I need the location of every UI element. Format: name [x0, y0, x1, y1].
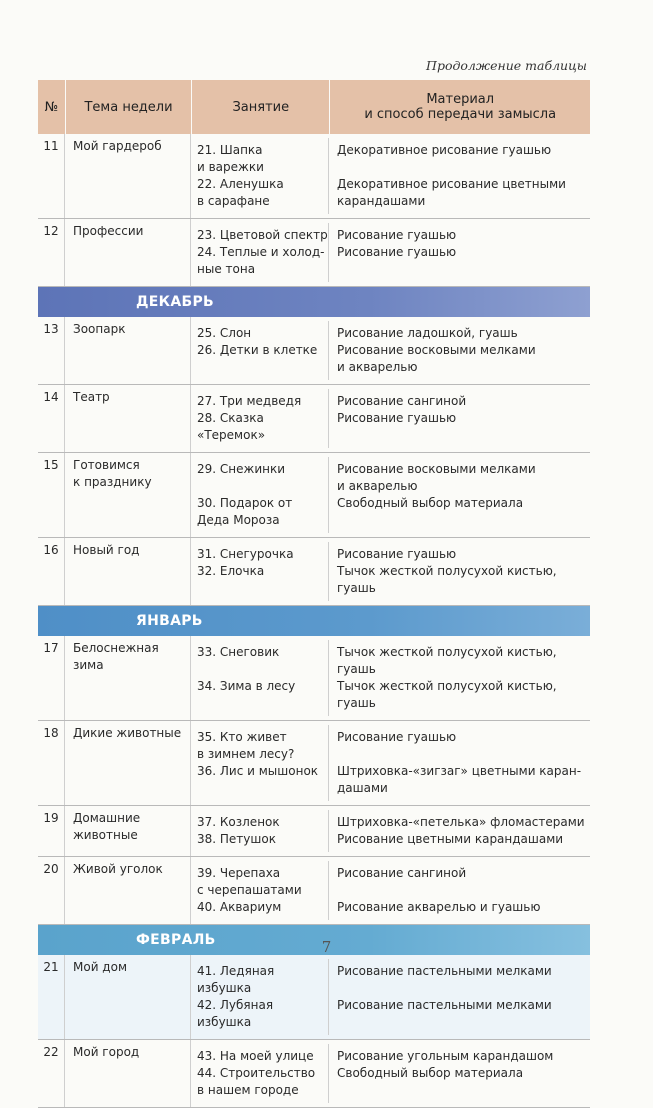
lesson-material: Рисование восковыми мелками и акварелью [337, 343, 536, 374]
row-theme: Дикие животные [65, 721, 191, 805]
row-number: 19 [38, 806, 65, 856]
row-theme: Мой город [65, 1040, 191, 1107]
lesson-material: Рисование акварелью и гуашью [337, 900, 541, 914]
lesson-title: 27. Три медведя [191, 389, 329, 410]
row-theme: Готовимся к празднику [65, 453, 191, 537]
lesson-entry [191, 410, 590, 448]
lesson-material: Штриховка-«петелька» фломастерами [337, 815, 585, 829]
lesson-title: 39. Черепаха с черепашатами [191, 861, 329, 899]
row-number: 13 [38, 317, 65, 384]
lesson-material: Штриховка-«зигзаг» цветными каран- дашами [337, 764, 582, 795]
lesson-title: 33. Снеговик [191, 640, 329, 678]
row-lessons [191, 538, 590, 605]
lesson-title: 23. Цветовой спектр [191, 223, 329, 244]
lesson-entry [191, 725, 590, 763]
lesson-material: Рисование сангиной [337, 866, 467, 880]
lesson-title: 40. Аквариум [191, 899, 329, 920]
row-number: 16 [38, 538, 65, 605]
row-number: 20 [38, 857, 65, 924]
row-lessons [191, 219, 590, 286]
lesson-material: Рисование гуашью [337, 730, 457, 744]
lesson-entry [191, 1065, 590, 1103]
table-row [38, 134, 590, 219]
lesson-entry [191, 810, 590, 831]
lesson-material: Рисование ладошкой, гуашь [337, 326, 518, 340]
lesson-material: Свободный выбор материала [337, 1066, 524, 1080]
row-number: 18 [38, 721, 65, 805]
row-theme: Мой гардероб [65, 134, 191, 218]
row-lessons [191, 955, 590, 1039]
lesson-title: 31. Снегурочка [191, 542, 329, 563]
continuation-caption: Продолжение таблицы [426, 58, 587, 73]
row-theme: Зоопарк [65, 317, 191, 384]
row-number: 21 [38, 955, 65, 1039]
row-lessons [191, 317, 590, 384]
table-row [38, 955, 590, 1040]
lesson-material: Рисование гуашью [337, 245, 457, 259]
lesson-material: Рисование гуашью [337, 228, 457, 242]
lesson-title: 35. Кто живет в зимнем лесу? [191, 725, 329, 763]
lesson-material: Тычок жесткой полусухой кистью, гуашь [337, 564, 557, 595]
month-label: ДЕКАБРЬ [136, 294, 215, 310]
row-number: 12 [38, 219, 65, 286]
lesson-title: 21. Шапка и варежки [191, 138, 329, 176]
lesson-material: Рисование цветными карандашами [337, 832, 564, 846]
lesson-title: 38. Петушок [191, 831, 329, 852]
table-row [38, 636, 590, 721]
table-row [38, 721, 590, 806]
lesson-material: Декоративное рисование цветными карандашами [337, 177, 566, 208]
lesson-entry [191, 389, 590, 410]
lesson-material: Свободный выбор материала [337, 496, 524, 510]
header-material-line1: Материал [426, 92, 495, 107]
table-row [38, 453, 590, 538]
lesson-entry [191, 831, 590, 852]
lesson-entry [191, 1044, 590, 1065]
row-theme: Мой дом [65, 955, 191, 1039]
month-band-jan [38, 606, 590, 636]
lesson-title: 25. Слон [191, 321, 329, 342]
lesson-entry [191, 899, 590, 920]
row-lessons [191, 453, 590, 537]
lesson-title: 29. Снежинки [191, 457, 329, 495]
table-row [38, 219, 590, 287]
row-lessons [191, 1040, 590, 1107]
row-theme: Белоснежная зима [65, 636, 191, 720]
lesson-entry [191, 640, 590, 678]
lesson-material: Тычок жесткой полусухой кистью, гуашь [337, 645, 557, 676]
lesson-entry [191, 542, 590, 563]
lesson-title: 28. Сказка «Теремок» [191, 410, 329, 448]
row-lessons [191, 721, 590, 805]
lesson-entry [191, 495, 590, 533]
lesson-entry [191, 959, 590, 997]
lesson-title: 43. На моей улице [191, 1044, 329, 1065]
lesson-entry [191, 244, 590, 282]
lesson-entry [191, 861, 590, 899]
lesson-title: 24. Теплые и холод- ные тона [191, 244, 329, 282]
lesson-title: 42. Лубяная избушка [191, 997, 329, 1035]
row-number: 22 [38, 1040, 65, 1107]
lesson-material: Рисование восковыми мелками и акварелью [337, 462, 536, 493]
page-number: 7 [321, 938, 332, 956]
month-band-dec [38, 287, 590, 317]
lesson-entry [191, 223, 590, 244]
lesson-title: 36. Лис и мышонок [191, 763, 329, 801]
lesson-entry [191, 138, 590, 176]
row-theme: Новый год [65, 538, 191, 605]
lesson-entry [191, 997, 590, 1035]
lesson-title: 34. Зима в лесу [191, 678, 329, 716]
table-row [38, 538, 590, 606]
row-lessons [191, 806, 590, 856]
row-theme: Домашние животные [65, 806, 191, 856]
header-lesson: Занятие [192, 80, 330, 134]
header-material-line2: и способ передачи замысла [364, 107, 557, 122]
lesson-entry [191, 342, 590, 380]
lesson-title: 44. Строительство в нашем городе [191, 1065, 329, 1103]
row-lessons [191, 636, 590, 720]
lesson-entry [191, 678, 590, 716]
lesson-title: 22. Аленушка в сарафане [191, 176, 329, 214]
month-label: ФЕВРАЛЬ [136, 932, 216, 948]
lesson-title: 41. Ледяная избушка [191, 959, 329, 997]
row-lessons [191, 134, 590, 218]
row-lessons [191, 385, 590, 452]
header-material [330, 80, 590, 134]
table-row [38, 1040, 590, 1108]
lesson-material: Рисование угольным карандашом [337, 1049, 554, 1063]
lesson-entry [191, 763, 590, 801]
lesson-entry [191, 563, 590, 601]
row-lessons [191, 857, 590, 924]
lesson-material: Рисование сангиной [337, 394, 467, 408]
lesson-material: Рисование пастельными мелками [337, 964, 552, 978]
lesson-material: Рисование гуашью [337, 547, 457, 561]
row-number: 17 [38, 636, 65, 720]
lesson-entry [191, 457, 590, 495]
table-row [38, 857, 590, 925]
lesson-entry [191, 321, 590, 342]
row-number: 14 [38, 385, 65, 452]
lesson-title: 32. Елочка [191, 563, 329, 601]
lesson-entry [191, 176, 590, 214]
row-theme: Профессии [65, 219, 191, 286]
table-header [38, 80, 590, 134]
lesson-material: Декоративное рисование гуашью [337, 143, 552, 157]
lesson-material: Тычок жесткой полусухой кистью, гуашь [337, 679, 557, 710]
table-row [38, 385, 590, 453]
header-theme: Тема недели [66, 80, 192, 134]
header-num: № [38, 80, 66, 134]
lesson-material: Рисование гуашью [337, 411, 457, 425]
lesson-material: Рисование пастельными мелками [337, 998, 552, 1012]
row-number: 11 [38, 134, 65, 218]
row-number: 15 [38, 453, 65, 537]
month-label: ЯНВАРЬ [136, 613, 203, 629]
row-theme: Театр [65, 385, 191, 452]
table-row [38, 317, 590, 385]
lesson-title: 30. Подарок от Деда Мороза [191, 495, 329, 533]
row-theme: Живой уголок [65, 857, 191, 924]
lesson-title: 26. Детки в клетке [191, 342, 329, 380]
lesson-title: 37. Козленок [191, 810, 329, 831]
table-row [38, 806, 590, 857]
